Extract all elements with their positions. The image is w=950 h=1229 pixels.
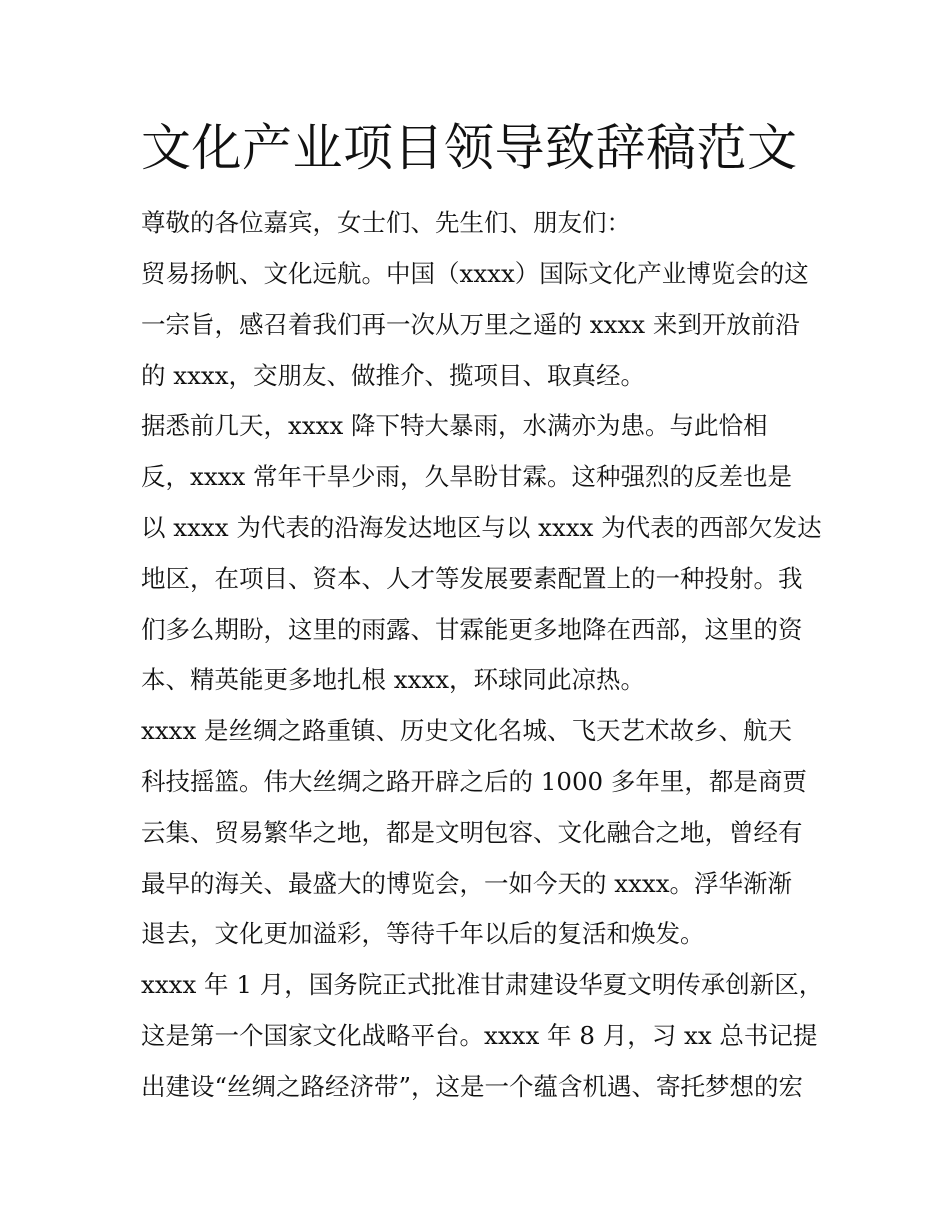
body-text-line: 贸易扬帆、文化远航。中国（xxxx）国际文化产业博览会的这 — [141, 259, 809, 288]
body-text-line: 的 xxxx，交朋友、做推介、揽项目、取真经。 — [141, 361, 646, 390]
body-text-line: xxxx 年 1 月，国务院正式批准甘肃建设华夏文明传承创新区， — [141, 970, 824, 999]
body-text-line: 这是第一个国家文化战略平台。xxxx 年 8 月，习 xx 总书记提 — [141, 1021, 818, 1050]
body-text-line: 出建设“丝绸之路经济带”，这是一个蕴含机遇、寄托梦想的宏 — [141, 1072, 804, 1101]
body-text-line: 云集、贸易繁华之地，都是文明包容、文化融合之地，曾经有 — [141, 818, 803, 847]
body-text-line: 们多么期盼，这里的雨露、甘霖能更多地降在西部，这里的资 — [141, 615, 803, 644]
document-title: 文化产业项目领导致辞稿范文 — [141, 119, 798, 177]
salutation-line: 尊敬的各位嘉宾，女士们、先生们、朋友们： — [141, 208, 631, 237]
body-text-line: 科技摇篮。伟大丝绸之路开辟之后的 1000 多年里，都是商贾 — [141, 767, 807, 796]
body-text-line: 地区，在项目、资本、人才等发展要素配置上的一种投射。我 — [141, 564, 803, 593]
body-text-line: 退去，文化更加溢彩，等待千年以后的复活和焕发。 — [141, 919, 705, 948]
body-text-line: 据悉前几天，xxxx 降下特大暴雨，水满亦为患。与此恰相 — [141, 411, 768, 440]
body-text-line: xxxx 是丝绸之路重镇、历史文化名城、飞天艺术故乡、航天 — [141, 716, 793, 745]
body-text-line: 反，xxxx 常年干旱少雨，久旱盼甘霖。这种强烈的反差也是 — [141, 462, 793, 491]
body-text-line: 本、精英能更多地扎根 xxxx，环球同此凉热。 — [141, 665, 646, 694]
body-text-line: 一宗旨，感召着我们再一次从万里之遥的 xxxx 来到开放前沿 — [141, 310, 800, 339]
body-text-line: 最早的海关、最盛大的博览会，一如今天的 xxxx。浮华渐渐 — [141, 869, 793, 898]
body-text-line: 以 xxxx 为代表的沿海发达地区与以 xxxx 为代表的西部欠发达 — [141, 513, 822, 542]
